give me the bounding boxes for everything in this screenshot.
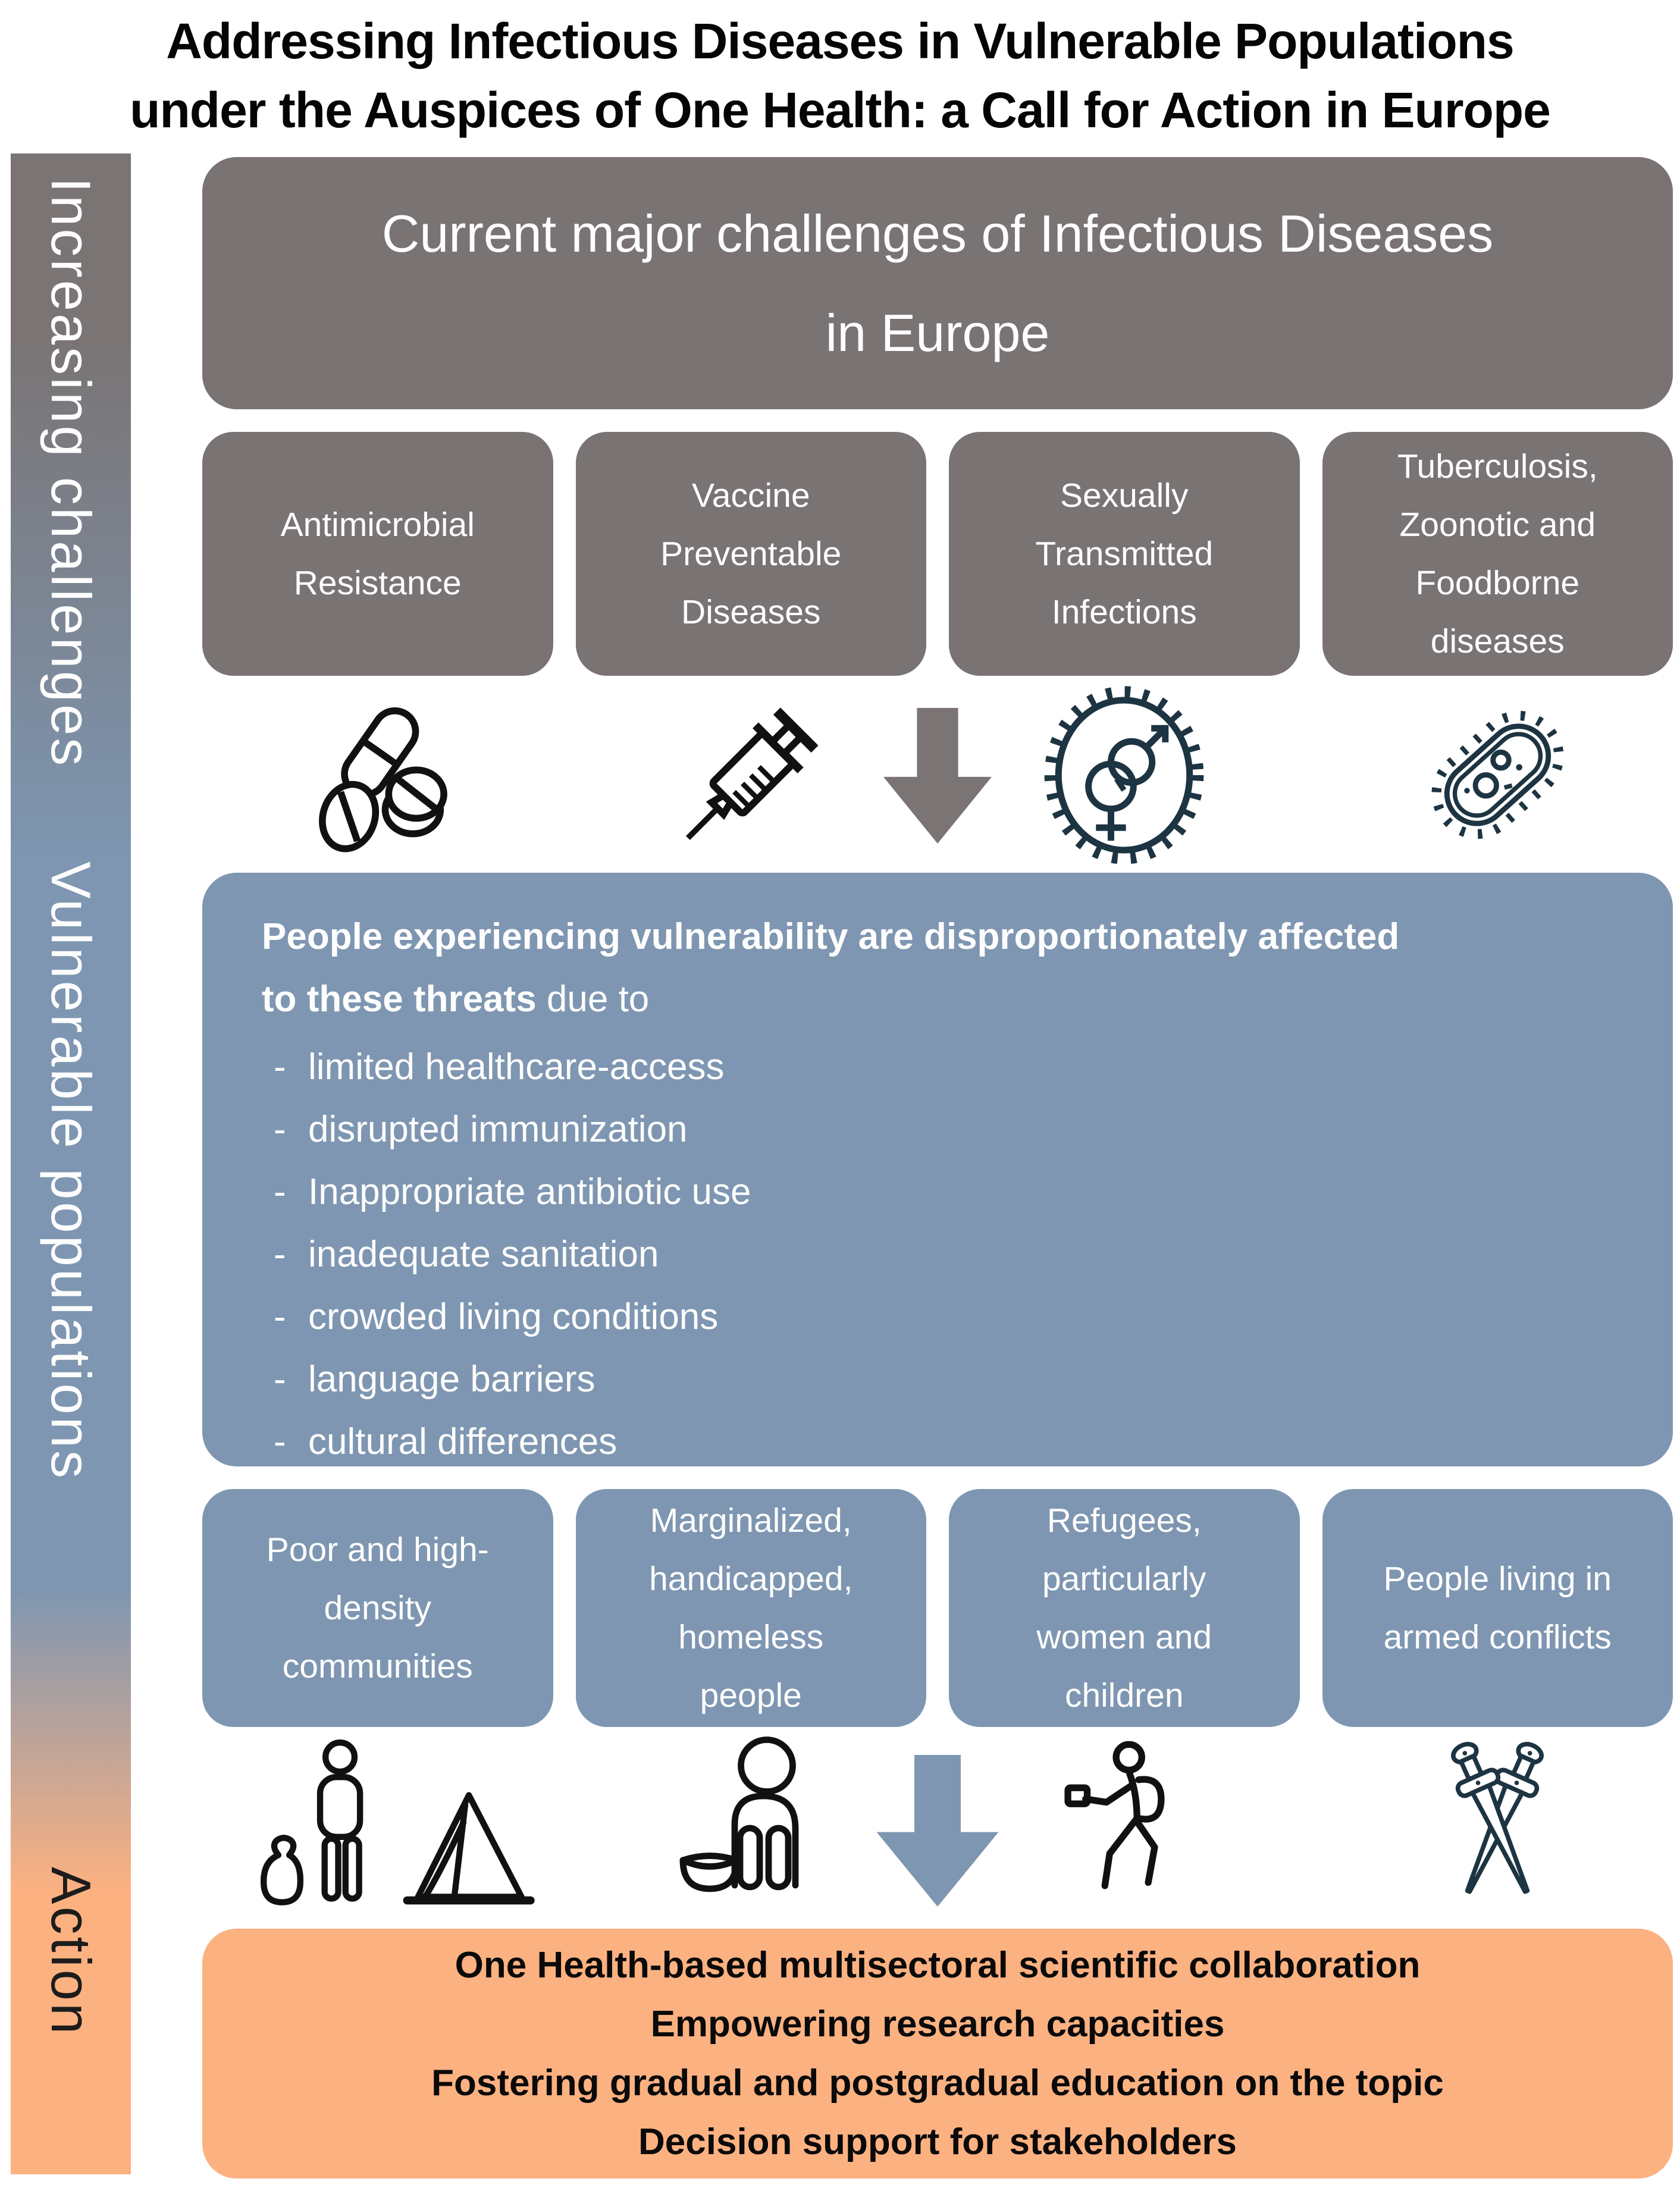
- bullet-item: [262, 1421, 1613, 1462]
- population-box-marginalized: Marginalized, handicapped, homeless people: [576, 1489, 927, 1727]
- action-line-3: Fostering gradual and postgradual education on the topic: [431, 2063, 1444, 2104]
- icon-col-2: [576, 678, 927, 872]
- bullet-text: limited healthcare-access: [308, 1046, 725, 1087]
- syringe-icon: [659, 683, 843, 867]
- icon-col-7: [949, 1726, 1300, 1926]
- action-line-1: One Health-based multisectoral scientific collaboration: [455, 1944, 1421, 1986]
- refugee-walking-icon: [1063, 1734, 1224, 1919]
- pills-icon: [308, 689, 480, 861]
- bullet-text: inadequate sanitation: [308, 1233, 659, 1275]
- intro-line-2-bold: to these threats: [262, 979, 537, 1020]
- vulnerability-intro: [262, 905, 1613, 1031]
- challenge-box-antimicrobial-resistance: Antimicrobial Resistance: [202, 432, 553, 676]
- vulnerability-bullet-list: [262, 1046, 1613, 1462]
- vulnerability-box: [202, 873, 1673, 1466]
- challenge-box-tb-zoonotic-foodborne: Tuberculosis, Zoonotic and Foodborne diseases: [1322, 432, 1673, 676]
- challenges-header-text: Current major challenges of Infectious Diseases in Europe: [381, 203, 1494, 362]
- down-arrow-icon: [883, 708, 992, 844]
- population-box-poor-communities: Poor and high-density communities: [202, 1489, 553, 1727]
- bullet-item: [262, 1358, 1613, 1400]
- bullet-item: [262, 1108, 1613, 1150]
- icon-col-5: [202, 1726, 553, 1926]
- bullet-text: disrupted immunization: [308, 1108, 688, 1150]
- population-icons-row: [202, 1726, 1673, 1926]
- challenge-box-sti: Sexually Transmitted Infections: [949, 432, 1300, 676]
- bullet-dash: -: [274, 1421, 286, 1462]
- action-box: [202, 1929, 1673, 2179]
- icon-col-6: [576, 1726, 927, 1926]
- population-box-armed-conflicts: People living in armed conflicts: [1322, 1489, 1673, 1727]
- sidebar-label-action: Action: [40, 1867, 102, 2037]
- challenge-box-vaccine-preventable: Vaccine Preventable Diseases: [576, 432, 927, 676]
- sidebar-label-increasing-challenges: Increasing challenges: [40, 177, 102, 769]
- bullet-text: crowded living conditions: [308, 1296, 719, 1337]
- title-line-2: under the Auspices of One Health: a Call for Action in Europe: [130, 82, 1550, 138]
- begging-person-icon: [635, 1728, 867, 1924]
- bullet-dash: -: [274, 1108, 286, 1150]
- bullet-text: Inappropriate antibiotic use: [308, 1171, 751, 1212]
- intro-line-1: People experiencing vulnerability are disproportionately affected: [262, 916, 1400, 957]
- bacteria-icon: [1410, 687, 1585, 863]
- sidebar-label-vulnerable-populations: Vulnerable populations: [40, 861, 102, 1481]
- population-boxes-row: [202, 1489, 1673, 1727]
- bullet-item: [262, 1046, 1613, 1087]
- challenge-icons-row: [202, 678, 1673, 872]
- action-line-2: Empowering research capacities: [650, 2003, 1225, 2045]
- bullet-text: language barriers: [308, 1358, 595, 1400]
- icon-col-3: [949, 678, 1300, 872]
- bullet-text: cultural differences: [308, 1421, 618, 1462]
- action-line-4: Decision support for stakeholders: [638, 2121, 1237, 2163]
- bullet-dash: -: [274, 1046, 286, 1087]
- bullet-item: [262, 1296, 1613, 1337]
- bullet-dash: -: [274, 1171, 286, 1212]
- crossed-daggers-icon: [1399, 1728, 1596, 1924]
- icon-col-1: [202, 678, 553, 872]
- challenge-boxes-row: [202, 432, 1673, 676]
- bullet-dash: -: [274, 1233, 286, 1275]
- title-line-1: Addressing Infectious Diseases in Vulnerable Populations: [166, 13, 1514, 69]
- gradient-sidebar: [11, 153, 131, 2174]
- population-box-refugees: Refugees, particularly women and children: [949, 1489, 1300, 1727]
- icon-col-4: [1322, 678, 1673, 872]
- down-arrow-icon: [877, 1755, 999, 1907]
- intro-line-2-regular: due to: [546, 979, 650, 1020]
- bullet-dash: -: [274, 1358, 286, 1400]
- page-title: [0, 7, 1680, 145]
- bullet-dash: -: [274, 1296, 286, 1337]
- homeless-camp-icon: [245, 1735, 537, 1917]
- bullet-item: [262, 1233, 1613, 1275]
- sti-symbol-icon: [1030, 680, 1218, 870]
- icon-col-8: [1322, 1726, 1673, 1926]
- challenges-header-box: [202, 157, 1673, 409]
- bullet-item: [262, 1171, 1613, 1212]
